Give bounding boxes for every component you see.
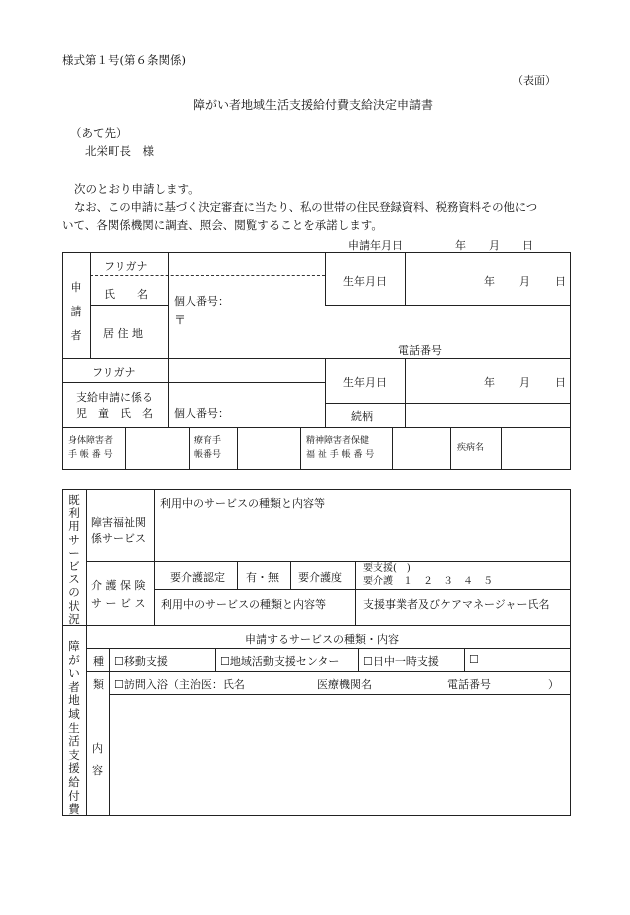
option-daytime-support[interactable]: ☐日中一時支援 [363, 655, 439, 668]
child-relation-label: 続柄 [351, 410, 373, 423]
intro-line-1: 次のとおり申請します。 [74, 182, 200, 196]
disease-label: 疾病名 [457, 443, 485, 453]
applicant-address-label: 居 住 地 [103, 327, 143, 340]
rehab-handbook-label-2: 帳番号 [194, 450, 222, 460]
option-other-checkbox[interactable]: ☐ [469, 653, 479, 666]
care-certification-yes-no: 有・無 [246, 571, 279, 584]
mental-handbook-label-1: 精神障害者保健 [306, 436, 370, 446]
mental-handbook-label-2: 福 祉 手 帳 番 号 [306, 450, 375, 460]
applicant-birth-day: 日 [555, 275, 566, 288]
care-certification-label: 要介護認定 [170, 571, 225, 584]
care-level-label: 要介護度 [298, 571, 342, 584]
application-date-day: 日 [522, 239, 533, 252]
option-visiting-bath[interactable]: ☐訪問入浴（主治医：氏名 [114, 678, 245, 691]
kind-label-1: 種 [93, 655, 104, 668]
welfare-service-label-1: 障害福祉関 [91, 516, 146, 529]
medical-institution-label: 医療機関名 [317, 678, 372, 691]
applicant-birth-date-label: 生年月日 [343, 275, 387, 288]
bath-phone-label: 電話番号 [447, 678, 491, 691]
child-birth-date-label: 生年月日 [343, 376, 387, 389]
support-level-label: 要支援( ) [363, 563, 411, 574]
care-insurance-label-2: サ ー ビ ス [91, 597, 146, 610]
application-date-month: 月 [489, 239, 500, 252]
applicant-name-label: 氏 名 [104, 288, 148, 301]
benefit-side-label: 障がい者地域生活支援給付費 [68, 639, 80, 817]
addressee: 北栄町長 様 [85, 144, 154, 158]
care-service-detail-label: 利用中のサービスの種類と内容等 [161, 598, 326, 611]
applicant-birth-year: 年 [484, 275, 495, 288]
applicant-my-number-label: 個人番号： [174, 295, 229, 308]
care-manager-label: 支援事業者及びケアマネージャー氏名 [363, 598, 550, 611]
welfare-service-label-2: 係サービス [91, 532, 146, 545]
intro-line-3: いて、各関係機関に調査、照会、閲覧することを承諾します。 [62, 218, 383, 232]
child-birth-year: 年 [484, 376, 495, 389]
applicant-birth-month: 月 [519, 275, 530, 288]
child-birth-month: 月 [519, 376, 530, 389]
kind-label-2: 類 [93, 678, 104, 691]
applicant-phone-label: 電話番号 [398, 344, 442, 357]
care-levels-label: 要介護 １ ２ ３ ４ ５ [363, 576, 493, 587]
side-label: （表面） [512, 74, 556, 87]
child-my-number-label: 個人番号： [174, 407, 229, 420]
applicant-furigana-label: フリガナ [104, 260, 148, 273]
intro-line-2: なお、この申請に基づく決定審査に当たり、私の世帯の住民登録資料、税務資料その他につ [74, 200, 538, 214]
child-name-label-1: 支給申請に係る [76, 391, 153, 404]
content-label-2: 容 [92, 764, 103, 777]
form-number: 様式第１号(第６条関係) [62, 53, 186, 67]
physical-handbook-label-1: 身体障害者 [68, 436, 114, 446]
welfare-service-detail-label: 利用中のサービスの種類と内容等 [160, 497, 325, 510]
child-name-label-2: 児 童 氏 名 [76, 407, 153, 420]
care-insurance-label-1: 介 護 保 険 [91, 579, 146, 592]
benefit-header: 申請するサービスの種類・内容 [245, 633, 399, 646]
applicant-side-label: 申請者 [70, 281, 82, 342]
rehab-handbook-label-1: 療育手 [194, 436, 222, 446]
content-label-1: 内 [92, 742, 103, 755]
addressee-label: （あて先） [70, 126, 128, 140]
application-date-year: 年 [455, 239, 466, 252]
application-date-label: 申請年月日 [348, 239, 403, 252]
postal-mark: 〒 [174, 313, 187, 327]
services-side-label: 既利用サービスの状況 [68, 493, 80, 626]
document-title: 障がい者地域生活支援給付費支給決定申請書 [193, 98, 434, 112]
physical-handbook-label-2: 手 帳 番 号 [68, 450, 113, 460]
option-activity-center[interactable]: ☐地域活動支援センター [220, 655, 340, 668]
child-birth-day: 日 [555, 376, 566, 389]
option-mobility-support[interactable]: ☐移動支援 [114, 655, 168, 668]
bath-paren-close: ） [548, 678, 559, 691]
child-furigana-label: フリガナ [92, 366, 136, 379]
